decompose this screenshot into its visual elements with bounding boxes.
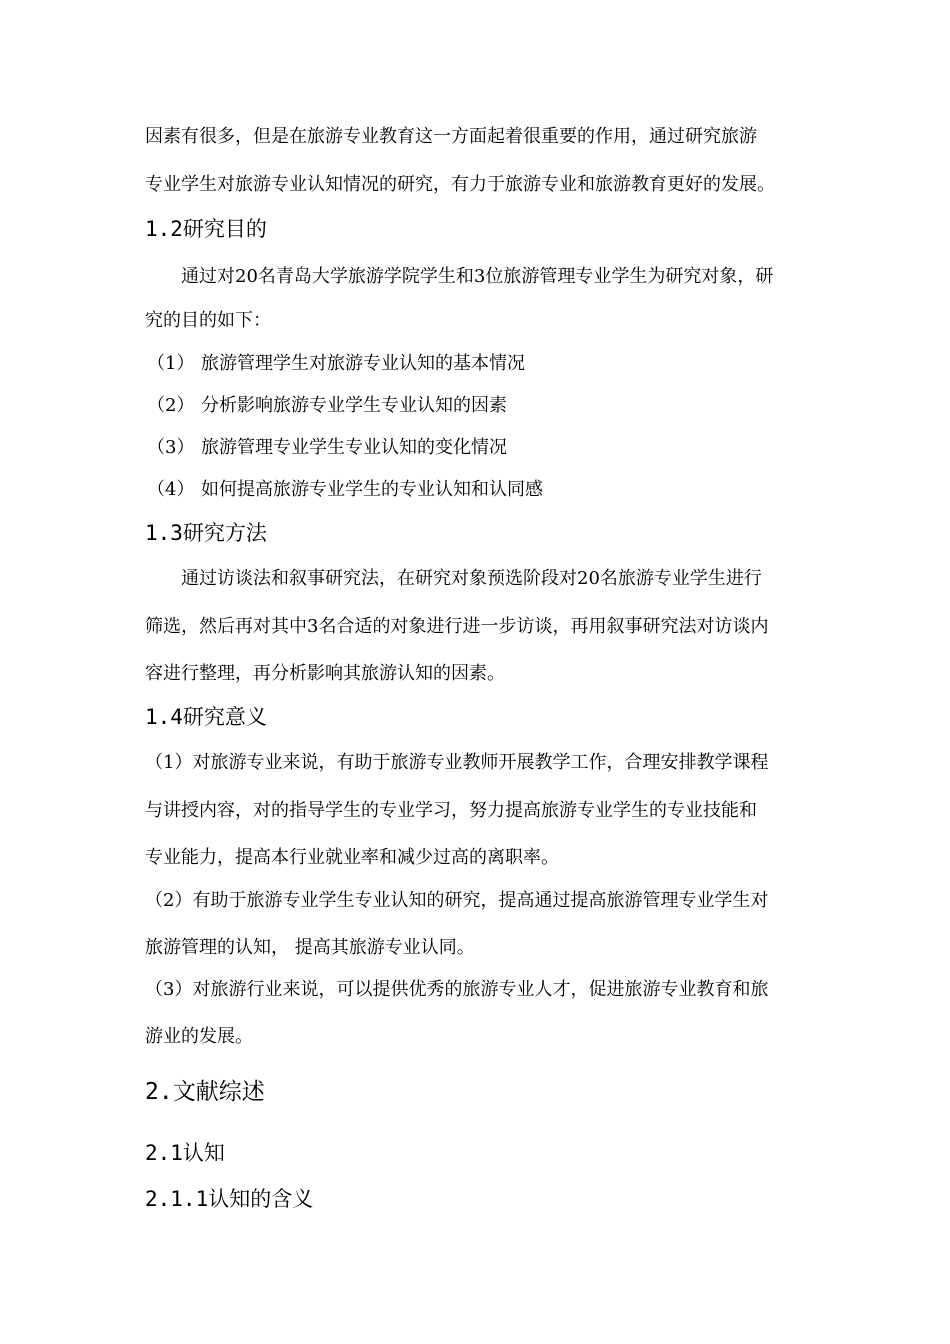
list-item	[147, 437, 507, 459]
list-item-text: 如何提高旅游专业学生的专业认知和认同感	[201, 479, 543, 500]
list-item	[147, 353, 525, 375]
list-item-text: 旅游管理学生对旅游专业认知的基本情况	[201, 353, 525, 374]
body-text-line: 专业学生对旅游专业认知情况的研究，有力于旅游专业和旅游教育更好的发展。	[145, 174, 775, 195]
list-item-number: （1）	[147, 353, 195, 374]
body-text-line: 究的目的如下：	[145, 310, 271, 331]
section-heading-1-3: 1.3研究方法	[145, 521, 267, 545]
section-heading-2-1-1: 2.1.1认知的含义	[145, 1187, 314, 1211]
body-text-line: 游业的发展。	[145, 1026, 253, 1047]
list-item	[147, 479, 543, 501]
body-text-line: 通过访谈法和叙事研究法，在研究对象预选阶段对20名旅游专业学生进行	[181, 568, 762, 589]
chapter-heading-2: 2.文献综述	[145, 1079, 265, 1105]
body-text-line: 容进行整理，再分析影响其旅游认知的因素。	[145, 663, 505, 684]
body-text-line: （1）对旅游专业来说，有助于旅游专业教师开展教学工作，合理安排教学课程	[145, 752, 769, 773]
list-item-number: （3）	[147, 437, 195, 458]
list-item	[147, 395, 507, 417]
body-text-line: （3）对旅游行业来说，可以提供优秀的旅游专业人才，促进旅游专业教育和旅	[145, 979, 769, 1000]
body-text-line: 筛选，然后再对其中3名合适的对象进行进一步访谈，再用叙事研究法对访谈内	[145, 616, 769, 637]
body-text-line: 专业能力，提高本行业就业率和减少过高的离职率。	[145, 847, 559, 868]
list-item-text: 旅游管理专业学生专业认知的变化情况	[201, 437, 507, 458]
section-heading-2-1: 2.1认知	[145, 1141, 225, 1165]
body-text-line: 因素有很多，但是在旅游专业教育这一方面起着很重要的作用，通过研究旅游	[145, 126, 757, 147]
body-text-line: 通过对20名青岛大学旅游学院学生和3位旅游管理专业学生为研究对象，研	[181, 266, 774, 287]
section-heading-1-4: 1.4研究意义	[145, 705, 267, 729]
section-heading-1-2: 1.2研究目的	[145, 217, 267, 241]
body-text-line: 旅游管理的认知， 提高其旅游专业认同。	[145, 937, 475, 958]
list-item-number: （4）	[147, 479, 195, 500]
list-item-number: （2）	[147, 395, 195, 416]
list-item-text: 分析影响旅游专业学生专业认知的因素	[201, 395, 507, 416]
body-text-line: （2）有助于旅游专业学生专业认知的研究，提高通过提高旅游管理专业学生对	[145, 890, 769, 911]
body-text-line: 与讲授内容，对的指导学生的专业学习，努力提高旅游专业学生的专业技能和	[145, 800, 757, 821]
